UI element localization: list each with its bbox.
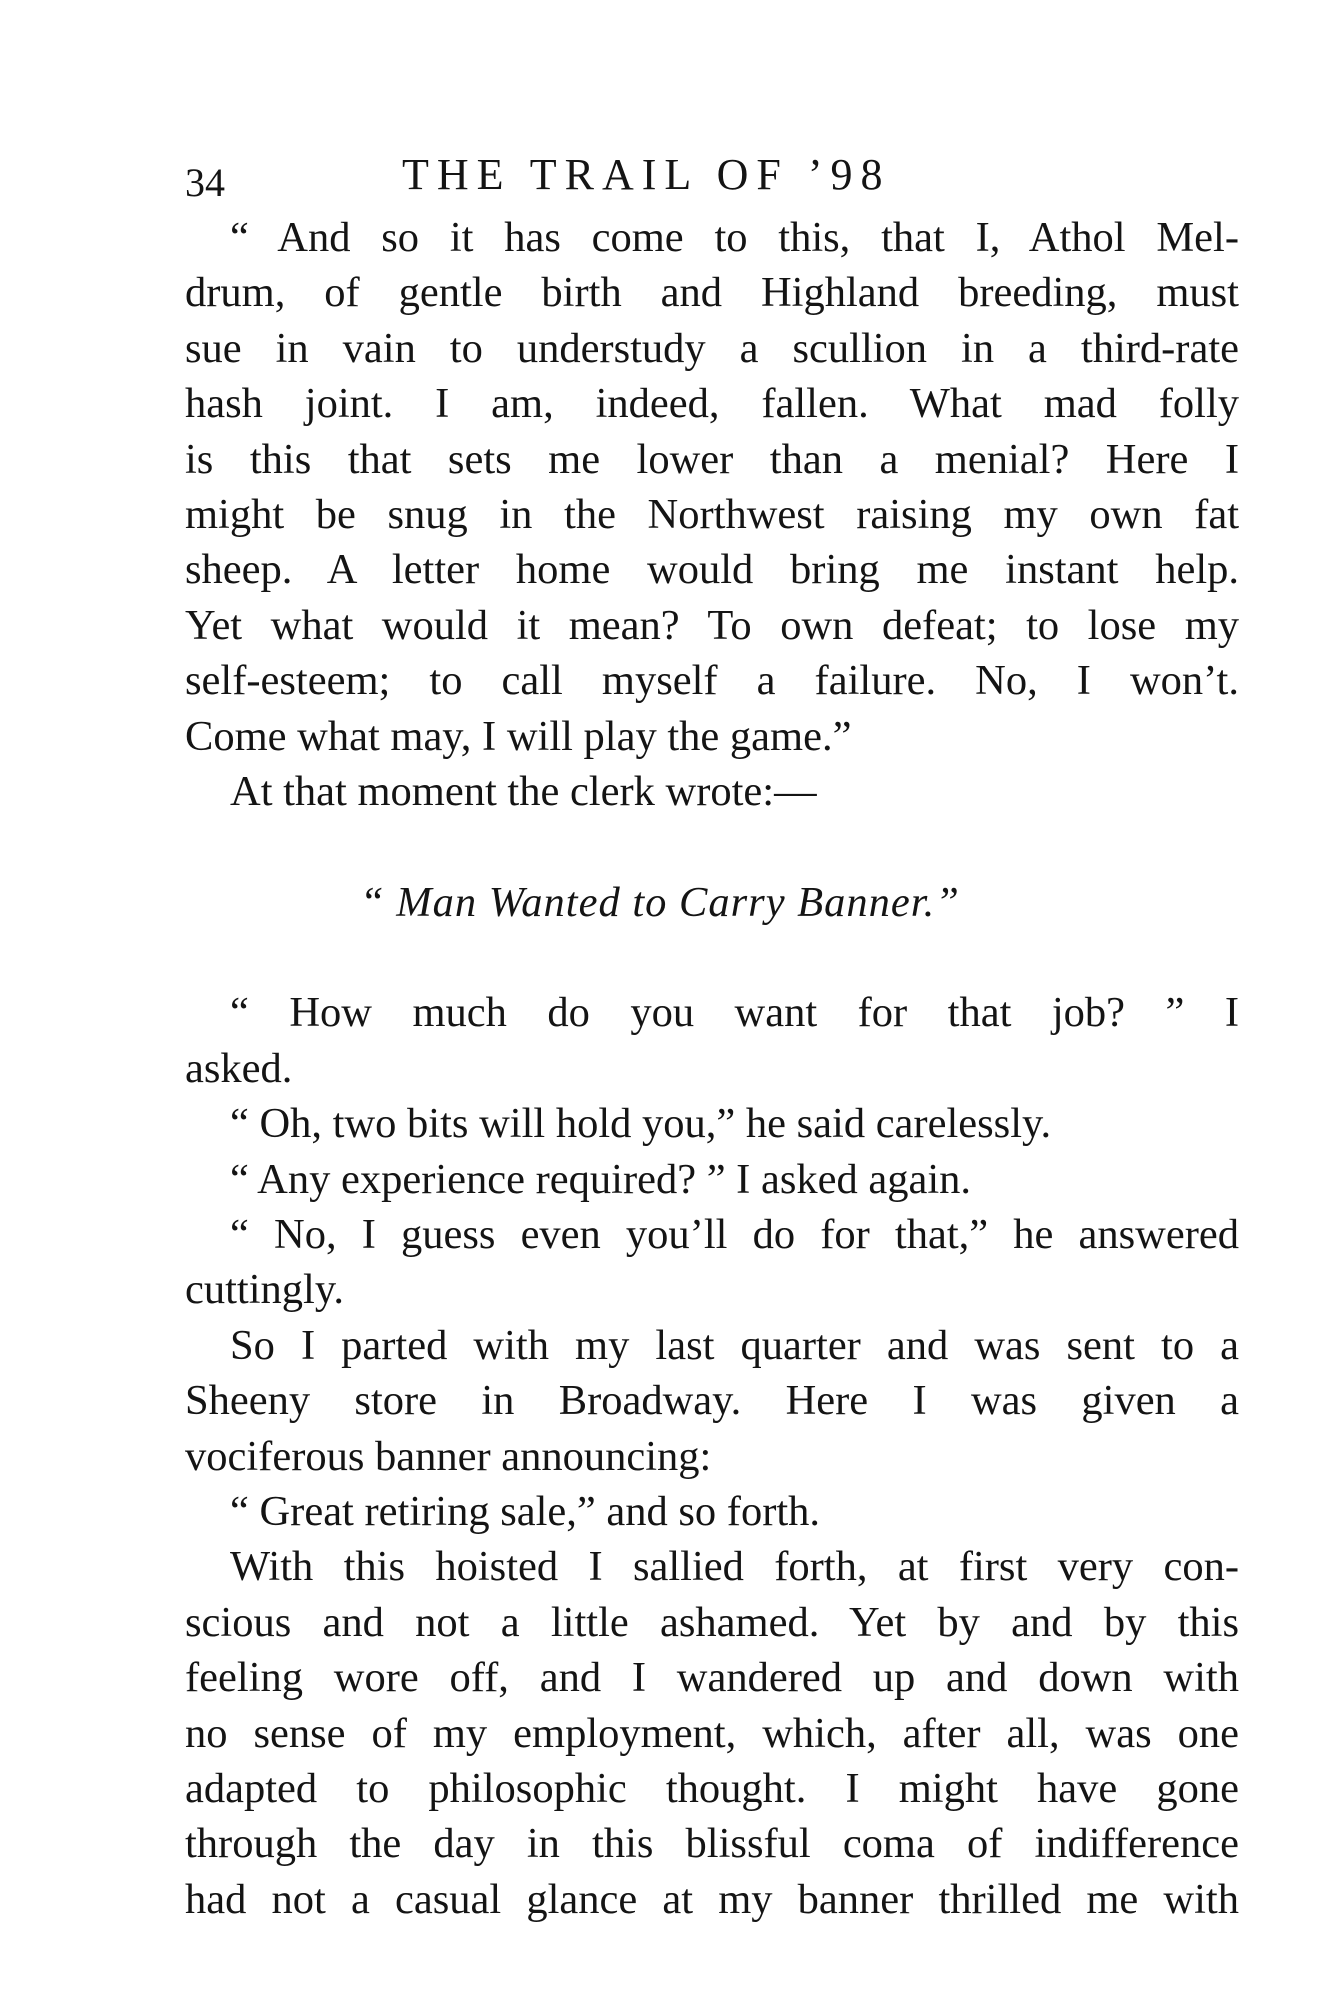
page-number: 34 — [185, 160, 225, 205]
text-line: no sense of my employment, which, after all, was one — [185, 1709, 1239, 1757]
body-text — [185, 210, 1239, 1927]
text-line: asked. — [185, 1044, 293, 1092]
text-line: hash joint. I am, indeed, fallen. What mad folly — [185, 380, 1239, 428]
running-title: THE TRAIL OF ’98 — [402, 150, 891, 199]
text-line: Sheeny store in Broadway. Here I was given a — [185, 1377, 1239, 1425]
text-line: vociferous banner announcing: — [185, 1432, 712, 1480]
text-line: “ No, I guess even you’ll do for that,” he answered — [230, 1211, 1239, 1259]
text-line: cuttingly. — [185, 1266, 344, 1314]
text-line: Come what may, I will play the game.” — [185, 712, 852, 760]
text-line: “ And so it has come to this, that I, Athol Mel- — [230, 214, 1239, 261]
text-line: sue in vain to understudy a scullion in a third-rate — [185, 324, 1239, 372]
text-line: At that moment the clerk wrote:— — [230, 767, 817, 815]
banner-text: “ Man Wanted to Carry Banner.” — [360, 878, 960, 926]
text-line: is this that sets me lower than a menial? Here I — [185, 435, 1239, 483]
text-line: Yet what would it mean? To own defeat; to lose my — [185, 601, 1239, 649]
text-line: self-esteem; to call myself a failure. No, I won’t. — [185, 657, 1239, 705]
text-line: had not a casual glance at my banner thrilled me with — [185, 1875, 1239, 1923]
text-line: adapted to philosophic thought. I might have gone — [185, 1764, 1239, 1812]
text-line: through the day in this blissful coma of indifference — [185, 1820, 1239, 1868]
spacer — [185, 819, 1239, 874]
text-line: drum, of gentle birth and Highland breeding, must — [185, 269, 1239, 317]
text-line: “ Any experience required? ” I asked again. — [230, 1155, 972, 1203]
text-line: With this hoisted I sallied forth, at first very con- — [230, 1543, 1239, 1591]
text-line: sheep. A letter home would bring me instant help. — [185, 546, 1239, 594]
book-page — [185, 140, 1239, 1927]
text-line: might be snug in the Northwest raising my own fat — [185, 490, 1239, 538]
text-line: scious and not a little ashamed. Yet by and by this — [185, 1598, 1239, 1646]
spacer — [185, 930, 1239, 985]
page-header — [185, 140, 1239, 210]
text-line: “ How much do you want for that job? ” I — [230, 989, 1239, 1037]
text-line: feeling wore off, and I wandered up and down with — [185, 1654, 1239, 1702]
text-line: “ Great retiring sale,” and so forth. — [230, 1487, 821, 1535]
text-line: So I parted with my last quarter and was sent to a — [230, 1321, 1239, 1369]
text-line: “ Oh, two bits will hold you,” he said carelessly. — [230, 1100, 1052, 1148]
